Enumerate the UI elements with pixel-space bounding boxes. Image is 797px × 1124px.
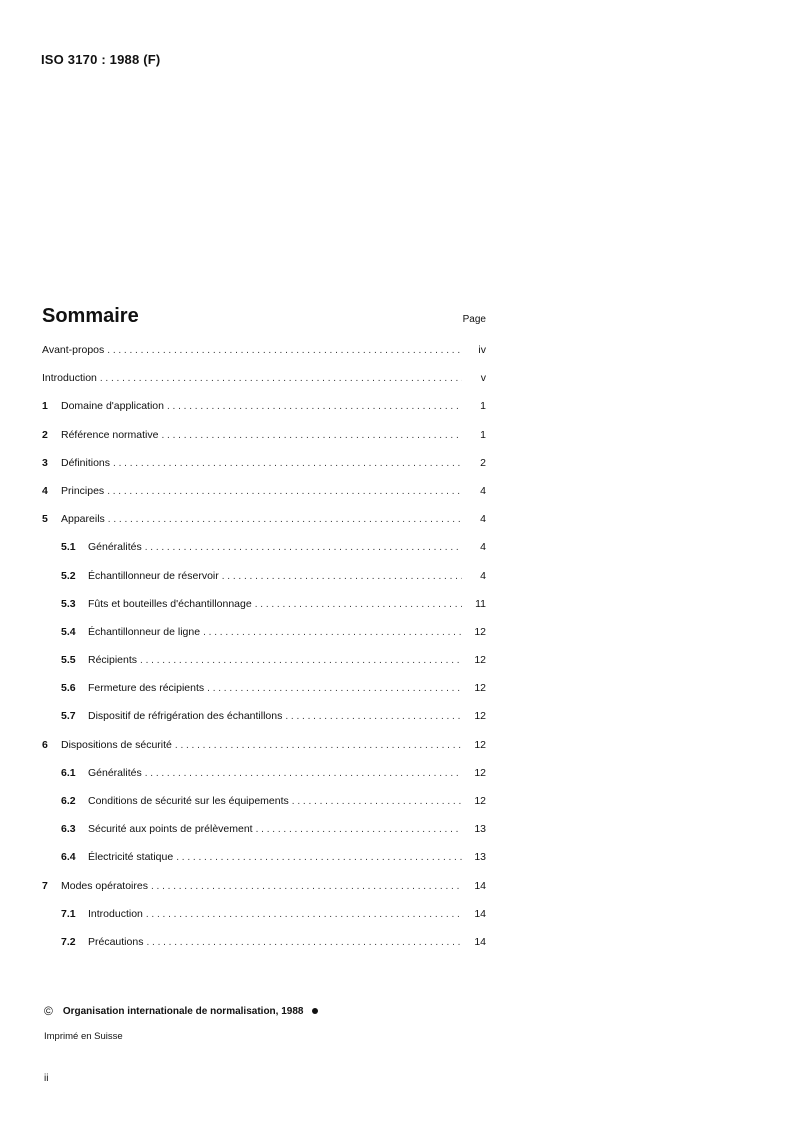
- toc-entry-page: 14: [474, 907, 486, 920]
- toc-entry-5-5[interactable]: [42, 654, 486, 682]
- dot-leader: [175, 740, 462, 751]
- toc-entry-page: 14: [474, 935, 486, 948]
- toc-entry-page: 1: [480, 400, 486, 413]
- toc-entry-title: Fûts et bouteilles d'échantillonnage: [88, 597, 252, 610]
- toc-entry-number: 5.4: [61, 625, 76, 638]
- toc-entry-page: 4: [480, 569, 486, 582]
- toc-entry-number: 2: [42, 428, 48, 441]
- toc-entry-title: Référence normative: [61, 428, 159, 441]
- dot-leader: [222, 571, 462, 582]
- copyright-line: [44, 1004, 318, 1018]
- dot-leader: [146, 937, 462, 948]
- toc-entry-page: 14: [474, 879, 486, 892]
- dot-leader: [207, 683, 462, 694]
- toc-entry-title: Échantillonneur de réservoir: [88, 569, 219, 582]
- toc-entry-title: Dispositions de sécurité: [61, 738, 172, 751]
- dot-leader: [107, 486, 462, 497]
- toc-entry-title: Dispositif de réfrigération des échantillons: [88, 710, 283, 723]
- toc-entry-7-1[interactable]: [42, 908, 486, 936]
- copyright-icon: ©: [44, 1004, 53, 1018]
- toc-entry-title: Fermeture des récipients: [88, 682, 205, 695]
- toc-entry-avant-propos[interactable]: [42, 344, 486, 372]
- toc-entry-page: 11: [475, 597, 486, 610]
- toc-entry-number: 5.3: [61, 597, 76, 610]
- toc-entry-number: 5.6: [61, 682, 76, 695]
- toc-entry-number: 5.2: [61, 569, 76, 582]
- toc-entry-page: 12: [474, 738, 486, 751]
- dot-leader: [285, 711, 462, 722]
- toc-entry-page: v: [480, 372, 486, 385]
- toc-entry-number: 5.7: [61, 710, 76, 723]
- toc-entry-number: 4: [42, 484, 48, 497]
- toc-entry-page: 12: [474, 795, 486, 807]
- toc-entry-5-1[interactable]: [42, 541, 486, 569]
- toc-entry-page: 12: [474, 654, 486, 667]
- toc-entry-number: 7.2: [61, 935, 76, 948]
- toc-entry-number: 6.3: [61, 823, 76, 836]
- toc-entry-page: 12: [474, 625, 486, 638]
- toc-entry-7-2[interactable]: [42, 936, 486, 964]
- toc-entry-number: 5.1: [61, 541, 76, 554]
- toc-entry-number: 7.1: [61, 907, 76, 920]
- dot-leader: [100, 373, 462, 384]
- toc-entry-title: Conditions de sécurité sur les équipements: [88, 795, 289, 807]
- dot-leader: [203, 627, 462, 638]
- toc-entry-page: 12: [474, 710, 486, 723]
- dot-leader: [292, 796, 462, 807]
- toc-entry-number: 6.4: [61, 851, 76, 864]
- bullet-dot-icon: [312, 1008, 318, 1014]
- toc-entry-title: Échantillonneur de ligne: [88, 625, 201, 638]
- toc-entry-number: 5.5: [61, 654, 76, 667]
- toc-entry-page: 1: [480, 428, 486, 441]
- toc-entry-title: Principes: [61, 484, 105, 497]
- toc-entry-6-1[interactable]: [42, 767, 486, 795]
- toc-entry-6[interactable]: [42, 739, 486, 767]
- dot-leader: [140, 655, 462, 666]
- dot-leader: [255, 599, 462, 610]
- toc-entry-title: Généralités: [88, 766, 142, 779]
- toc-entry-title: Introduction: [42, 372, 97, 385]
- toc-entry-title: Électricité statique: [88, 851, 174, 864]
- toc-entry-number: 1: [42, 400, 48, 413]
- toc-entry-6-3[interactable]: [42, 823, 486, 851]
- dot-leader: [145, 542, 462, 553]
- toc-entry-title: Avant-propos: [42, 344, 105, 356]
- toc-entry-title: Domaine d'application: [61, 400, 164, 413]
- toc-entry-page: 12: [474, 682, 486, 695]
- toc-entry-title: Sécurité aux points de prélèvement: [88, 823, 253, 836]
- toc-entry-5[interactable]: [42, 513, 486, 541]
- toc-entry-page: 13: [474, 823, 486, 836]
- dot-leader: [107, 345, 462, 356]
- dot-leader: [113, 458, 462, 469]
- toc-entry-1[interactable]: [42, 400, 486, 428]
- toc-entry-title: Récipients: [88, 654, 138, 667]
- toc-heading: [42, 305, 486, 333]
- toc-entry-5-4[interactable]: [42, 626, 486, 654]
- table-of-contents: [42, 344, 486, 964]
- toc-entry-title: Modes opératoires: [61, 879, 148, 892]
- toc-entry-page: 4: [480, 541, 486, 554]
- toc-entry-5-7[interactable]: [42, 710, 486, 738]
- toc-entry-title: Précautions: [88, 935, 144, 948]
- dot-leader: [176, 852, 462, 863]
- toc-entry-number: 7: [42, 879, 48, 892]
- toc-entry-number: 3: [42, 456, 48, 469]
- toc-entry-number: 6: [42, 738, 48, 751]
- dot-leader: [151, 881, 462, 892]
- toc-entry-5-6[interactable]: [42, 682, 486, 710]
- toc-entry-6-2[interactable]: [42, 795, 486, 823]
- toc-page-column-label: Page: [462, 314, 486, 325]
- dot-leader: [256, 824, 462, 835]
- dot-leader: [145, 768, 462, 779]
- toc-entry-page: 12: [474, 766, 486, 779]
- toc-entry-page: 4: [480, 484, 486, 497]
- toc-entry-title: Définitions: [61, 456, 111, 469]
- toc-entry-title: Généralités: [88, 541, 142, 554]
- toc-entry-number: 5: [42, 513, 48, 526]
- toc-entry-7[interactable]: [42, 880, 486, 908]
- toc-entry-5-3[interactable]: [42, 598, 486, 626]
- toc-entry-page: iv: [478, 344, 486, 356]
- dot-leader: [167, 401, 462, 412]
- dot-leader: [161, 430, 462, 441]
- dot-leader: [108, 514, 462, 525]
- toc-entry-page: 2: [480, 456, 486, 469]
- toc-entry-page: 13: [474, 851, 486, 864]
- printed-in: Imprimé en Suisse: [44, 1031, 123, 1042]
- toc-entry-6-4[interactable]: [42, 851, 486, 879]
- toc-entry-5-2[interactable]: [42, 570, 486, 598]
- toc-title: Sommaire: [42, 305, 139, 327]
- toc-entry-number: 6.2: [61, 795, 76, 807]
- toc-entry-title: Appareils: [61, 513, 105, 526]
- document-header: ISO 3170 : 1988 (F): [41, 52, 161, 67]
- toc-entry-title: Introduction: [88, 907, 143, 920]
- dot-leader: [146, 909, 462, 920]
- toc-entry-page: 4: [480, 513, 486, 526]
- toc-entry-number: 6.1: [61, 766, 76, 779]
- page-number: ii: [44, 1073, 49, 1084]
- copyright-text: Organisation internationale de normalisation, 1988: [62, 1005, 304, 1017]
- toc-entry-4[interactable]: [42, 485, 486, 513]
- toc-entry-3[interactable]: [42, 457, 486, 485]
- toc-entry-introduction[interactable]: [42, 372, 486, 400]
- toc-entry-2[interactable]: [42, 429, 486, 457]
